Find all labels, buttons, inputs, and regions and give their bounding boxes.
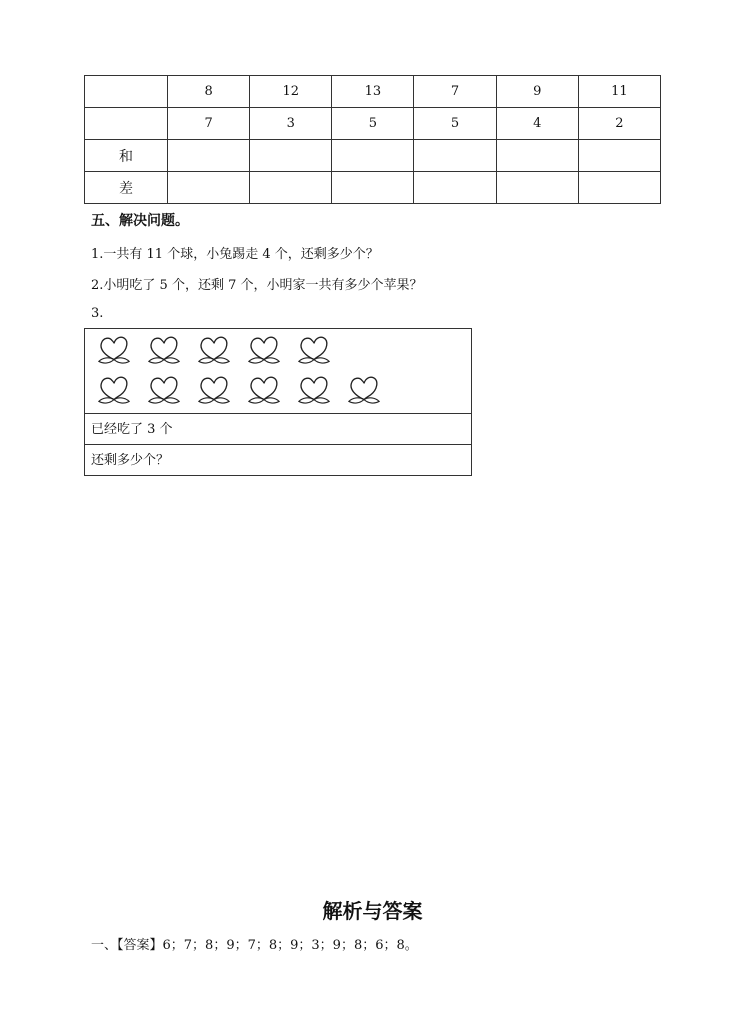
answer-title: 解析与答案 <box>322 899 423 923</box>
peach-icon <box>145 373 183 409</box>
answer-cell[interactable] <box>496 140 578 172</box>
peach-icon <box>295 373 333 409</box>
table-cell: 5 <box>414 108 496 140</box>
peach-icon <box>245 373 283 409</box>
question-1: 1.一共有 11 个球，小兔踢走 4 个，还剩多少个？ <box>91 247 379 262</box>
table-cell: 5 <box>332 108 414 140</box>
eaten-text: 已经吃了 3 个 <box>85 413 471 444</box>
peach-row-top <box>95 333 333 369</box>
answer-cell[interactable] <box>168 140 250 172</box>
table-cell: 3 <box>250 108 332 140</box>
table-cell: 4 <box>496 108 578 140</box>
sum-label: 和 <box>85 140 168 172</box>
table-cell: 11 <box>578 76 660 108</box>
table-cell: 8 <box>168 76 250 108</box>
answer-cell[interactable] <box>578 172 660 204</box>
table-cell <box>85 108 168 140</box>
answer-cell[interactable] <box>250 140 332 172</box>
table-cell <box>85 76 168 108</box>
answer-line: 一、【答案】6；7；8；9；7；8；9；3；9；8；6；8。 <box>91 938 418 953</box>
table-row <box>85 140 661 172</box>
peach-icon <box>95 373 133 409</box>
answer-cell[interactable] <box>250 172 332 204</box>
remaining-question: 还剩多少个？ <box>85 444 471 475</box>
table-cell: 7 <box>414 76 496 108</box>
peach-icon <box>295 333 333 369</box>
calc-table <box>84 75 661 204</box>
answer-cell[interactable] <box>414 172 496 204</box>
question-2: 2.小明吃了 5 个，还剩 7 个，小明家一共有多少个苹果？ <box>91 278 423 293</box>
answer-cell[interactable] <box>414 140 496 172</box>
table-cell: 13 <box>332 76 414 108</box>
table-cell: 7 <box>168 108 250 140</box>
answer-cell[interactable] <box>578 140 660 172</box>
table-cell: 9 <box>496 76 578 108</box>
table-cell: 2 <box>578 108 660 140</box>
peach-picture <box>85 329 471 413</box>
peach-icon <box>95 333 133 369</box>
table-row <box>85 76 661 108</box>
table-cell: 12 <box>250 76 332 108</box>
peach-icon <box>345 373 383 409</box>
peach-icon <box>195 333 233 369</box>
answer-cell[interactable] <box>332 172 414 204</box>
table-row <box>85 172 661 204</box>
question-3-box <box>84 328 472 476</box>
peach-icon <box>245 333 283 369</box>
answer-cell[interactable] <box>168 172 250 204</box>
answer-cell[interactable] <box>332 140 414 172</box>
diff-label: 差 <box>85 172 168 204</box>
question-3-label: 3. <box>91 306 104 321</box>
answer-cell[interactable] <box>496 172 578 204</box>
table-row <box>85 108 661 140</box>
section-title: 五、解决问题。 <box>91 213 189 229</box>
peach-icon <box>195 373 233 409</box>
peach-row-bottom <box>95 373 383 409</box>
peach-icon <box>145 333 183 369</box>
